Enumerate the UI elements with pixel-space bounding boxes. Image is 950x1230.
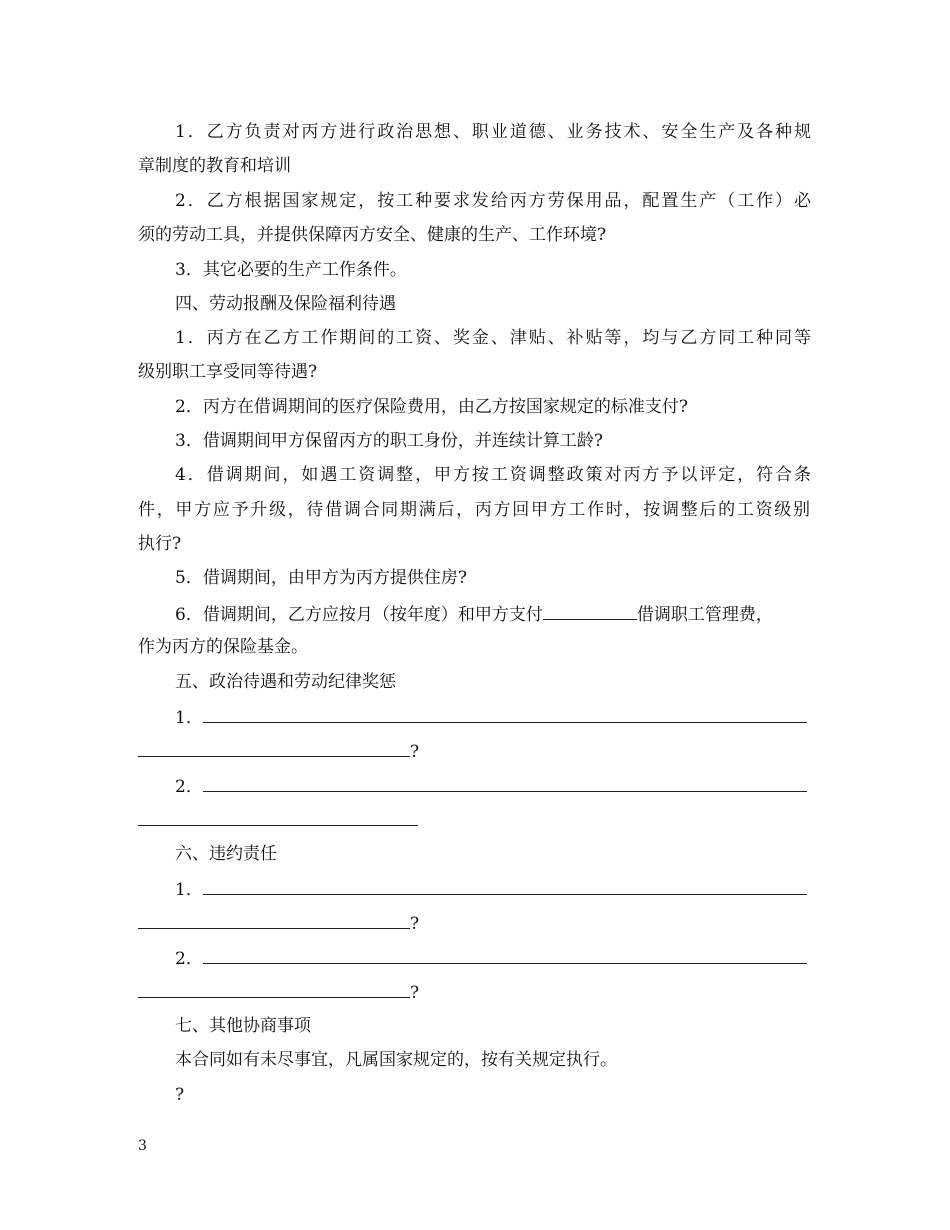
fee-blank[interactable] [543,602,637,620]
blank-item-continuation [138,911,419,935]
placeholder-mark: ? [175,1085,185,1105]
fee-text-after: 借调职工管理费， [636,605,773,625]
paragraph-line: 本合同如有未尽事宜，凡属国家规定的，按有关规定执行。 [175,1050,617,1070]
fill-blank[interactable] [203,877,807,895]
paragraph-line: 2．丙方在借调期间的医疗保险费用，由乙方按国家规定的标准支付? [175,397,688,417]
paragraph-line: 1．乙方负责对丙方进行政治思想、职业道德、业务技术、安全生产及各种规 [175,122,811,142]
fill-blank[interactable] [203,705,807,723]
item-number: 1． [175,880,203,900]
paragraph-line: 执行? [138,534,182,554]
blank-item [175,705,807,729]
section-heading: 五、政治待遇和劳动纪律奖惩 [175,672,396,692]
section-heading: 四、劳动报酬及保险福利待遇 [175,294,396,314]
blank-item-continuation [138,739,419,763]
fill-blank[interactable] [203,946,807,964]
section-heading: 六、违约责任 [175,844,277,864]
paragraph-line: 3．借调期间甲方保留丙方的职工身份，并连续计算工龄? [175,431,603,451]
blank-item [175,946,807,970]
placeholder-mark: ? [410,983,420,1003]
paragraph-line [175,602,773,626]
fill-blank[interactable] [138,911,410,929]
blank-item [175,877,807,901]
paragraph-line: 3．其它必要的生产工作条件。 [175,260,407,280]
paragraph-line: 须的劳动工具，并提供保障丙方安全、健康的生产、工作环境? [138,225,607,245]
paragraph-line: 2．乙方根据国家规定，按工种要求发给丙方劳保用品，配置生产（工作）必 [175,191,811,211]
item-number: 2． [175,777,203,797]
blank-item [175,774,807,798]
fill-blank[interactable] [138,808,418,826]
paragraph-line: 件，甲方应予升级，待借调合同期满后，丙方回甲方工作时，按调整后的工资级别 [138,500,810,520]
paragraph-line: 4．借调期间，如遇工资调整，甲方按工资调整政策对丙方予以评定，符合条 [175,465,811,485]
fill-blank[interactable] [138,739,410,757]
fill-blank[interactable] [138,980,410,998]
paragraph-line: 5．借调期间，由甲方为丙方提供住房? [175,568,467,588]
section-heading: 七、其他协商事项 [175,1016,311,1036]
blank-item-continuation [138,980,419,1004]
placeholder-mark: ? [410,914,420,934]
item-number: 1． [175,708,203,728]
paragraph-line: 章制度的教育和培训 [138,156,291,176]
item-number: 2． [175,949,203,969]
placeholder-mark: ? [410,742,420,762]
blank-item-continuation [138,808,418,832]
fee-text-before: 6．借调期间，乙方应按月（按年度）和甲方支付 [175,605,543,625]
page-number: 3 [138,1138,147,1154]
fill-blank[interactable] [203,774,807,792]
paragraph-line: 级别职工享受同等待遇? [138,362,318,382]
paragraph-line: 作为丙方的保险基金。 [138,637,308,657]
paragraph-line: 1．丙方在乙方工作期间的工资、奖金、津贴、补贴等，均与乙方同工种同等 [175,328,811,348]
